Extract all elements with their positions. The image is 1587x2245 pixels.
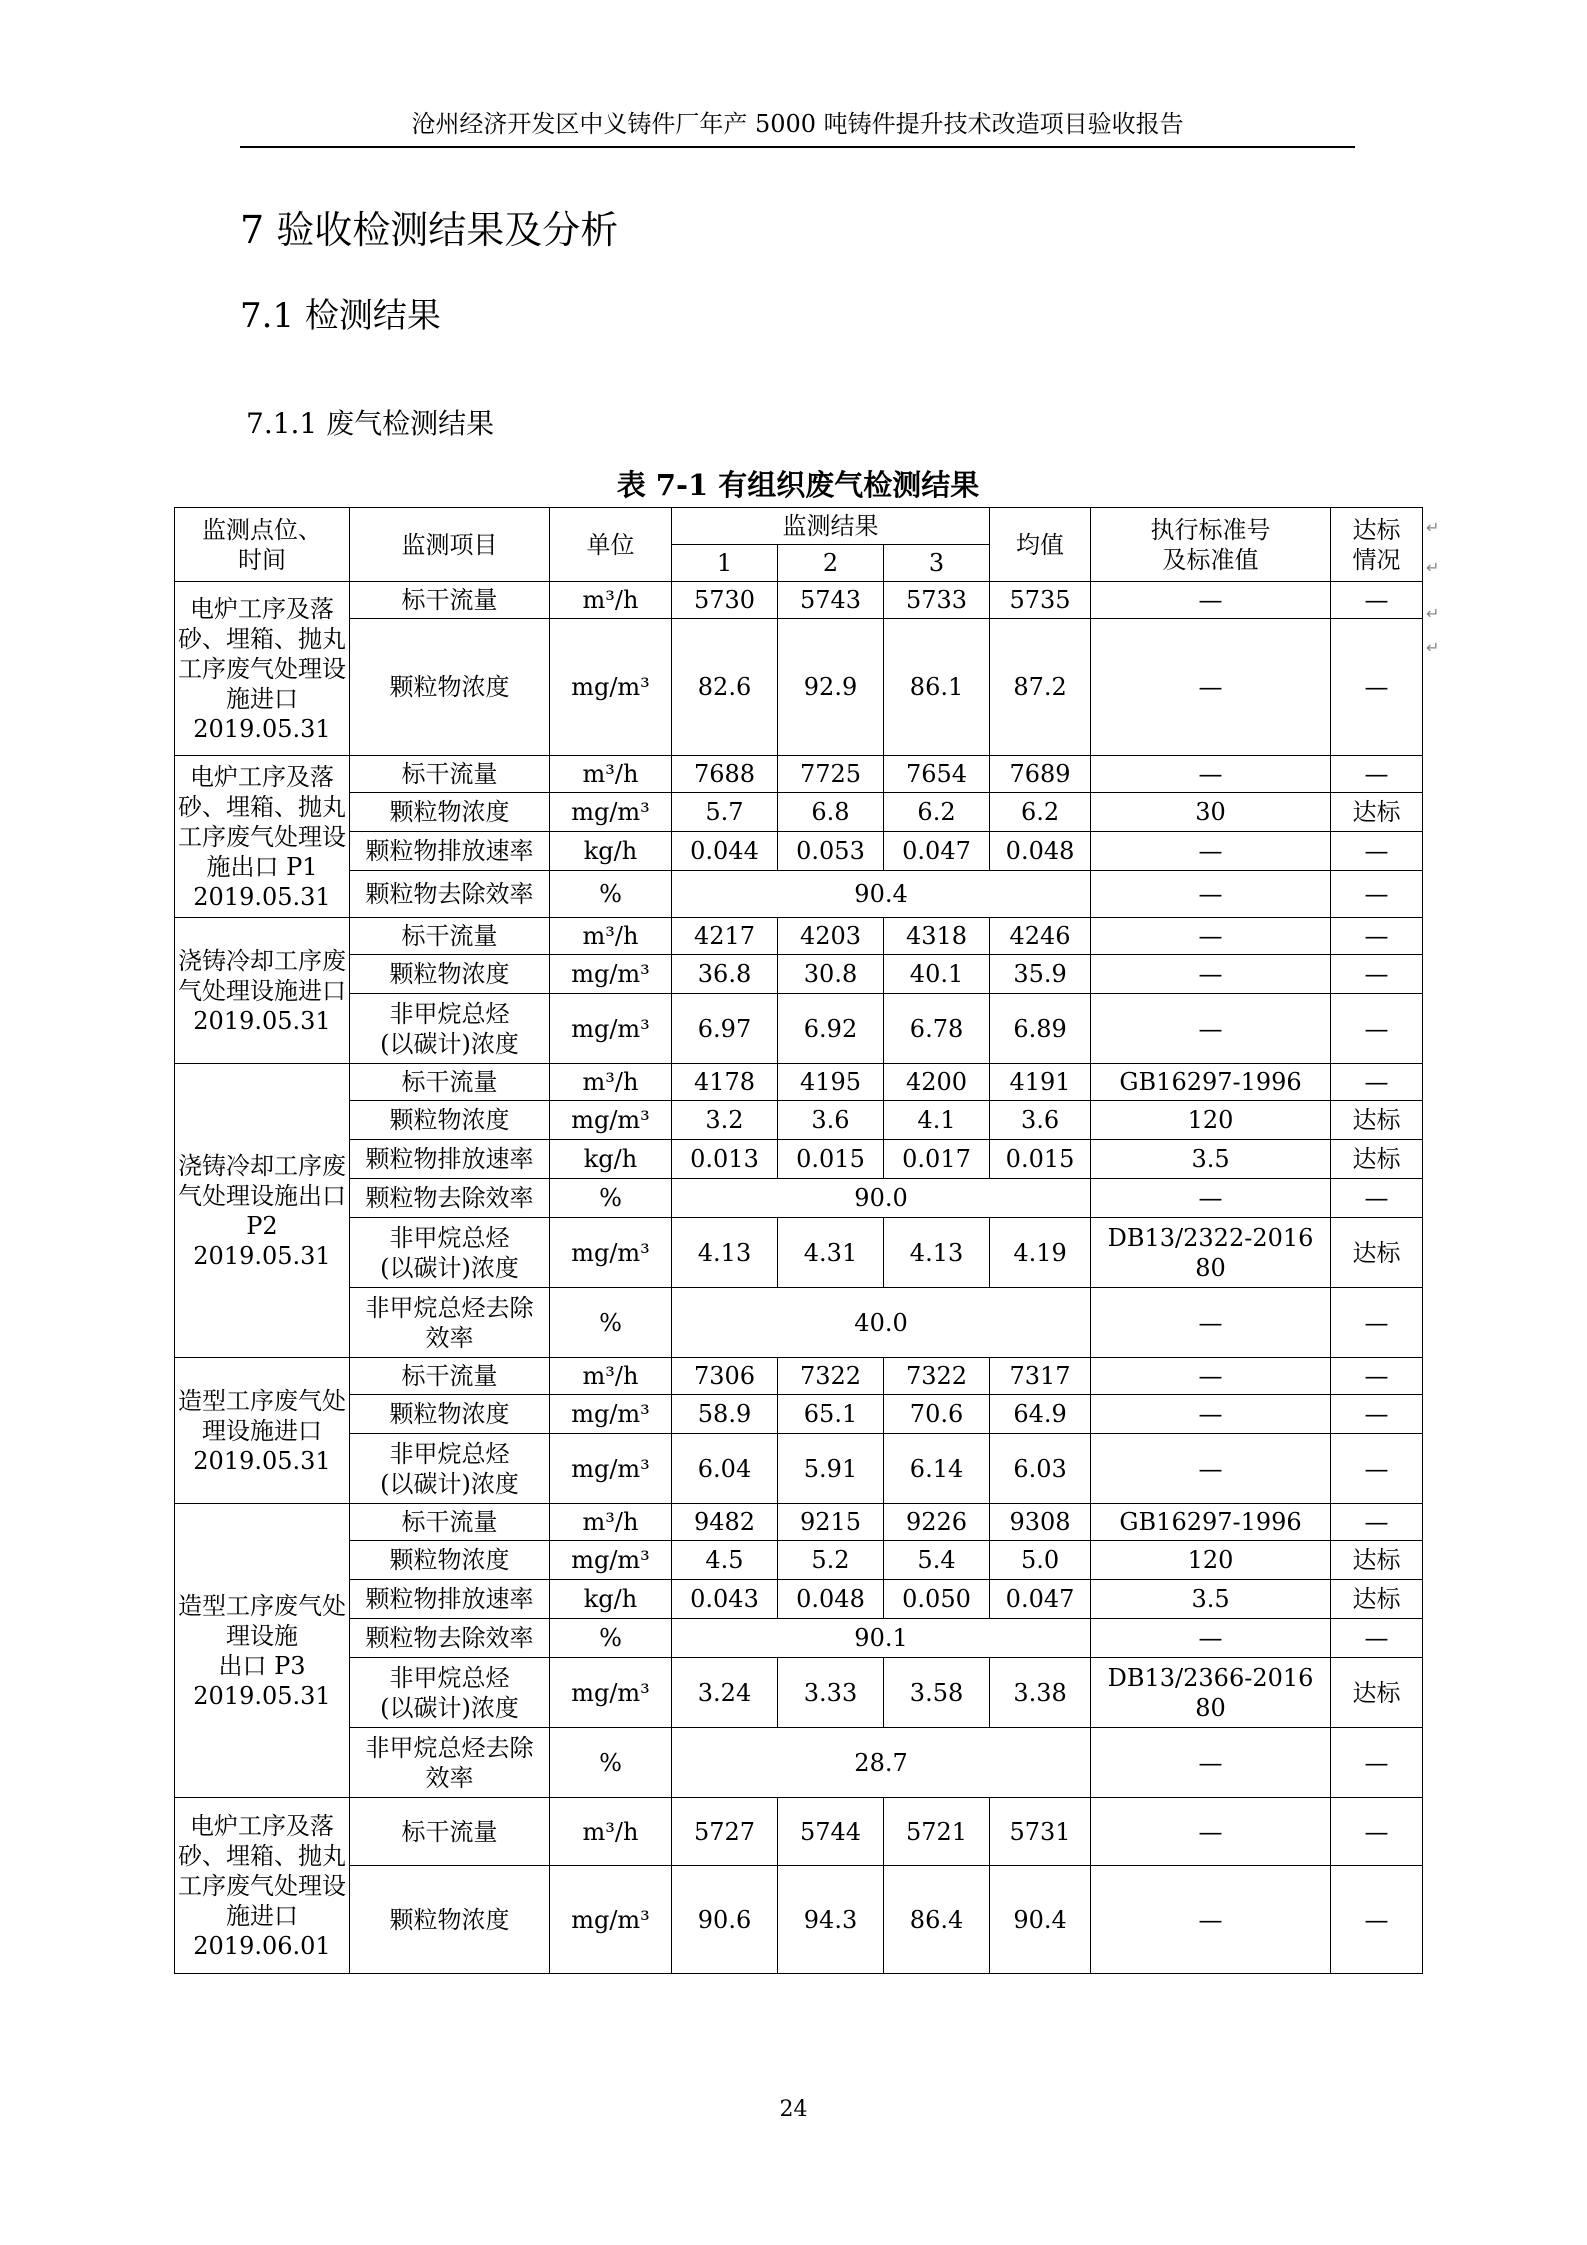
average-cell: 0.047 — [990, 1580, 1091, 1619]
item-cell: 颗粒物浓度 — [350, 1541, 550, 1580]
run-3-cell: 6.2 — [884, 793, 990, 832]
unit-cell: % — [550, 1619, 672, 1658]
page-number: 24 — [779, 2097, 808, 2122]
run-3-cell: 4200 — [884, 1064, 990, 1101]
average-cell: 6.2 — [990, 793, 1091, 832]
compliance-cell: — — [1331, 1728, 1423, 1798]
run-3-cell: 70.6 — [884, 1395, 990, 1434]
run-3-cell: 4.13 — [884, 1218, 990, 1288]
standard-cell: — — [1091, 619, 1331, 756]
table-row — [175, 1358, 1423, 1395]
average-cell: 5731 — [990, 1798, 1091, 1866]
unit-cell: kg/h — [550, 1140, 672, 1179]
unit-cell: m³/h — [550, 756, 672, 793]
average-cell: 4191 — [990, 1064, 1091, 1101]
item-cell: 标干流量 — [350, 1064, 550, 1101]
table-row — [175, 1504, 1423, 1541]
table-row — [175, 1395, 1423, 1434]
compliance-cell: — — [1331, 1288, 1423, 1358]
run-1-cell: 36.8 — [672, 955, 778, 994]
header-run-3: 3 — [884, 545, 990, 582]
header-unit: 单位 — [550, 508, 672, 582]
subsection-heading: 7.1.1 废气检测结果 — [246, 407, 495, 440]
unit-cell: m³/h — [550, 1504, 672, 1541]
average-cell: 7689 — [990, 756, 1091, 793]
efficiency-value-cell: 90.4 — [672, 871, 1091, 918]
compliance-cell: 达标 — [1331, 1580, 1423, 1619]
compliance-cell: — — [1331, 1798, 1423, 1866]
run-1-cell: 6.97 — [672, 994, 778, 1064]
unit-cell: mg/m³ — [550, 793, 672, 832]
compliance-cell: — — [1331, 871, 1423, 918]
average-cell: 0.048 — [990, 832, 1091, 871]
average-cell: 4246 — [990, 918, 1091, 955]
standard-cell: — — [1091, 871, 1331, 918]
run-2-cell: 6.8 — [778, 793, 884, 832]
run-2-cell: 0.015 — [778, 1140, 884, 1179]
run-1-cell: 0.044 — [672, 832, 778, 871]
unit-cell: % — [550, 1728, 672, 1798]
compliance-cell: — — [1331, 994, 1423, 1064]
unit-cell: mg/m³ — [550, 1658, 672, 1728]
run-3-cell: 5721 — [884, 1798, 990, 1866]
compliance-cell: — — [1331, 918, 1423, 955]
paragraph-mark-icon: ↵ — [1426, 638, 1440, 657]
average-cell: 5735 — [990, 582, 1091, 619]
monitoring-point-cell: 浇铸冷却工序废气处理设施进口 2019.05.31 — [175, 918, 350, 1064]
standard-cell: — — [1091, 1728, 1331, 1798]
compliance-cell: — — [1331, 1358, 1423, 1395]
average-cell: 6.89 — [990, 994, 1091, 1064]
run-3-cell: 86.4 — [884, 1866, 990, 1974]
table-row — [175, 582, 1423, 619]
run-2-cell: 5743 — [778, 582, 884, 619]
header-run-2: 2 — [778, 545, 884, 582]
unit-cell: % — [550, 1288, 672, 1358]
run-2-cell: 4203 — [778, 918, 884, 955]
standard-cell: — — [1091, 1395, 1331, 1434]
standard-cell: — — [1091, 1179, 1331, 1218]
monitoring-point-cell: 造型工序废气处理设施 出口 P3 2019.05.31 — [175, 1504, 350, 1798]
table-row — [175, 793, 1423, 832]
average-cell: 90.4 — [990, 1866, 1091, 1974]
section-heading: 7.1 检测结果 — [240, 296, 441, 336]
unit-cell: kg/h — [550, 1580, 672, 1619]
standard-cell: 3.5 — [1091, 1140, 1331, 1179]
item-cell: 颗粒物去除效率 — [350, 1179, 550, 1218]
run-2-cell: 94.3 — [778, 1866, 884, 1974]
standard-cell: — — [1091, 582, 1331, 619]
standard-cell: GB16297-1996 — [1091, 1064, 1331, 1101]
table-row — [175, 1140, 1423, 1179]
monitoring-point-cell: 造型工序废气处理设施进口 2019.05.31 — [175, 1358, 350, 1504]
table-row — [175, 994, 1423, 1064]
table-row — [175, 1658, 1423, 1728]
unit-cell: mg/m³ — [550, 1866, 672, 1974]
run-1-cell: 3.24 — [672, 1658, 778, 1728]
standard-cell: — — [1091, 1866, 1331, 1974]
item-cell: 标干流量 — [350, 1504, 550, 1541]
standard-cell: 120 — [1091, 1541, 1331, 1580]
item-cell: 非甲烷总烃 (以碳计)浓度 — [350, 1434, 550, 1504]
run-3-cell: 40.1 — [884, 955, 990, 994]
item-cell: 颗粒物浓度 — [350, 1395, 550, 1434]
table-row — [175, 1541, 1423, 1580]
table-row — [175, 1619, 1423, 1658]
standard-cell: — — [1091, 918, 1331, 955]
run-2-cell: 6.92 — [778, 994, 884, 1064]
standard-cell: — — [1091, 1434, 1331, 1504]
run-1-cell: 7688 — [672, 756, 778, 793]
compliance-cell: 达标 — [1331, 1140, 1423, 1179]
run-2-cell: 30.8 — [778, 955, 884, 994]
run-2-cell: 7322 — [778, 1358, 884, 1395]
unit-cell: kg/h — [550, 832, 672, 871]
item-cell: 非甲烷总烃 (以碳计)浓度 — [350, 1218, 550, 1288]
run-3-cell: 7322 — [884, 1358, 990, 1395]
compliance-cell: 达标 — [1331, 1218, 1423, 1288]
standard-cell: — — [1091, 994, 1331, 1064]
run-1-cell: 7306 — [672, 1358, 778, 1395]
monitoring-point-cell: 电炉工序及落砂、埋箱、抛丸工序废气处理设施出口 P1 2019.05.31 — [175, 756, 350, 918]
table-row — [175, 1434, 1423, 1504]
run-1-cell: 4.13 — [672, 1218, 778, 1288]
run-2-cell: 5744 — [778, 1798, 884, 1866]
table-row — [175, 1580, 1423, 1619]
item-cell: 标干流量 — [350, 756, 550, 793]
run-1-cell: 0.013 — [672, 1140, 778, 1179]
run-3-cell: 5733 — [884, 582, 990, 619]
standard-cell: — — [1091, 1358, 1331, 1395]
run-2-cell: 92.9 — [778, 619, 884, 756]
run-3-cell: 6.14 — [884, 1434, 990, 1504]
compliance-cell: 达标 — [1331, 1658, 1423, 1728]
run-1-cell: 58.9 — [672, 1395, 778, 1434]
compliance-cell: — — [1331, 1504, 1423, 1541]
unit-cell: mg/m³ — [550, 1218, 672, 1288]
standard-cell: — — [1091, 756, 1331, 793]
item-cell: 颗粒物排放速率 — [350, 832, 550, 871]
compliance-cell: — — [1331, 1866, 1423, 1974]
run-3-cell: 6.78 — [884, 994, 990, 1064]
run-2-cell: 5.91 — [778, 1434, 884, 1504]
run-1-cell: 3.2 — [672, 1101, 778, 1140]
header-point: 监测点位、 时间 — [175, 508, 350, 582]
standard-cell: — — [1091, 1619, 1331, 1658]
header-compliance: 达标 情况 — [1331, 508, 1423, 582]
run-3-cell: 4.1 — [884, 1101, 990, 1140]
average-cell: 7317 — [990, 1358, 1091, 1395]
item-cell: 标干流量 — [350, 1358, 550, 1395]
standard-cell: — — [1091, 1798, 1331, 1866]
header-rule — [240, 146, 1355, 148]
paragraph-mark-icon: ↵ — [1426, 558, 1440, 577]
efficiency-value-cell: 28.7 — [672, 1728, 1091, 1798]
compliance-cell: — — [1331, 955, 1423, 994]
run-3-cell: 0.047 — [884, 832, 990, 871]
compliance-cell: 达标 — [1331, 1541, 1423, 1580]
compliance-cell: — — [1331, 1434, 1423, 1504]
emission-results-table — [174, 507, 1423, 1974]
run-1-cell: 5730 — [672, 582, 778, 619]
standard-cell: DB13/2366-2016 80 — [1091, 1658, 1331, 1728]
run-3-cell: 0.017 — [884, 1140, 990, 1179]
compliance-cell: — — [1331, 1064, 1423, 1101]
item-cell: 标干流量 — [350, 918, 550, 955]
run-2-cell: 3.6 — [778, 1101, 884, 1140]
standard-cell: DB13/2322-2016 80 — [1091, 1218, 1331, 1288]
table-body — [175, 582, 1423, 1974]
run-2-cell: 4195 — [778, 1064, 884, 1101]
header-item: 监测项目 — [350, 508, 550, 582]
run-2-cell: 0.053 — [778, 832, 884, 871]
monitoring-point-cell: 浇铸冷却工序废气处理设施出口 P2 2019.05.31 — [175, 1064, 350, 1358]
monitoring-point-cell: 电炉工序及落砂、埋箱、抛丸工序废气处理设施进口 2019.05.31 — [175, 582, 350, 756]
run-1-cell: 82.6 — [672, 619, 778, 756]
table-row — [175, 1728, 1423, 1798]
unit-cell: m³/h — [550, 1358, 672, 1395]
average-cell: 35.9 — [990, 955, 1091, 994]
run-2-cell: 5.2 — [778, 1541, 884, 1580]
item-cell: 标干流量 — [350, 1798, 550, 1866]
item-cell: 颗粒物去除效率 — [350, 1619, 550, 1658]
item-cell: 颗粒物排放速率 — [350, 1140, 550, 1179]
monitoring-point-cell: 电炉工序及落砂、埋箱、抛丸工序废气处理设施进口 2019.06.01 — [175, 1798, 350, 1974]
run-1-cell: 6.04 — [672, 1434, 778, 1504]
run-1-cell: 5.7 — [672, 793, 778, 832]
item-cell: 颗粒物浓度 — [350, 1866, 550, 1974]
item-cell: 颗粒物去除效率 — [350, 871, 550, 918]
item-cell: 非甲烷总烃去除 效率 — [350, 1288, 550, 1358]
table-header — [175, 508, 1423, 582]
efficiency-value-cell: 90.0 — [672, 1179, 1091, 1218]
average-cell: 3.38 — [990, 1658, 1091, 1728]
item-cell: 颗粒物排放速率 — [350, 1580, 550, 1619]
average-cell: 4.19 — [990, 1218, 1091, 1288]
run-3-cell: 0.050 — [884, 1580, 990, 1619]
average-cell: 6.03 — [990, 1434, 1091, 1504]
table-row — [175, 619, 1423, 756]
unit-cell: m³/h — [550, 1798, 672, 1866]
standard-cell: — — [1091, 955, 1331, 994]
standard-cell: 3.5 — [1091, 1580, 1331, 1619]
run-1-cell: 9482 — [672, 1504, 778, 1541]
compliance-cell: — — [1331, 582, 1423, 619]
run-3-cell: 86.1 — [884, 619, 990, 756]
paragraph-mark-icon: ↵ — [1426, 518, 1440, 537]
unit-cell: % — [550, 871, 672, 918]
item-cell: 非甲烷总烃 (以碳计)浓度 — [350, 1658, 550, 1728]
run-3-cell: 9226 — [884, 1504, 990, 1541]
standard-cell: — — [1091, 1288, 1331, 1358]
standard-cell: 30 — [1091, 793, 1331, 832]
run-3-cell: 3.58 — [884, 1658, 990, 1728]
run-1-cell: 4217 — [672, 918, 778, 955]
table-row — [175, 955, 1423, 994]
table-row — [175, 1288, 1423, 1358]
run-2-cell: 7725 — [778, 756, 884, 793]
run-2-cell: 0.048 — [778, 1580, 884, 1619]
average-cell: 87.2 — [990, 619, 1091, 756]
average-cell: 9308 — [990, 1504, 1091, 1541]
unit-cell: m³/h — [550, 1064, 672, 1101]
unit-cell: m³/h — [550, 582, 672, 619]
compliance-cell: — — [1331, 1619, 1423, 1658]
unit-cell: mg/m³ — [550, 1541, 672, 1580]
item-cell: 标干流量 — [350, 582, 550, 619]
run-2-cell: 4.31 — [778, 1218, 884, 1288]
run-2-cell: 3.33 — [778, 1658, 884, 1728]
unit-cell: % — [550, 1179, 672, 1218]
average-cell: 64.9 — [990, 1395, 1091, 1434]
compliance-cell: — — [1331, 619, 1423, 756]
average-cell: 3.6 — [990, 1101, 1091, 1140]
run-3-cell: 4318 — [884, 918, 990, 955]
compliance-cell: — — [1331, 832, 1423, 871]
table-row — [175, 1866, 1423, 1974]
item-cell: 颗粒物浓度 — [350, 1101, 550, 1140]
header-standard: 执行标准号 及标准值 — [1091, 508, 1331, 582]
run-1-cell: 5727 — [672, 1798, 778, 1866]
table-row — [175, 1101, 1423, 1140]
unit-cell: mg/m³ — [550, 619, 672, 756]
run-1-cell: 4178 — [672, 1064, 778, 1101]
average-cell: 0.015 — [990, 1140, 1091, 1179]
paragraph-mark-icon: ↵ — [1426, 604, 1440, 623]
unit-cell: mg/m³ — [550, 955, 672, 994]
run-2-cell: 9215 — [778, 1504, 884, 1541]
unit-cell: mg/m³ — [550, 994, 672, 1064]
compliance-cell: — — [1331, 1179, 1423, 1218]
item-cell: 颗粒物浓度 — [350, 793, 550, 832]
unit-cell: mg/m³ — [550, 1395, 672, 1434]
average-cell: 5.0 — [990, 1541, 1091, 1580]
unit-cell: mg/m³ — [550, 1434, 672, 1504]
standard-cell: 120 — [1091, 1101, 1331, 1140]
standard-cell: GB16297-1996 — [1091, 1504, 1331, 1541]
table-row — [175, 918, 1423, 955]
run-3-cell: 5.4 — [884, 1541, 990, 1580]
table-row — [175, 1064, 1423, 1101]
run-1-cell: 4.5 — [672, 1541, 778, 1580]
run-2-cell: 65.1 — [778, 1395, 884, 1434]
table-title: 表 7-1 有组织废气检测结果 — [616, 468, 980, 502]
header-result: 监测结果 — [672, 508, 990, 545]
table-row — [175, 756, 1423, 793]
table-row — [175, 832, 1423, 871]
compliance-cell: — — [1331, 756, 1423, 793]
unit-cell: mg/m³ — [550, 1101, 672, 1140]
efficiency-value-cell: 40.0 — [672, 1288, 1091, 1358]
item-cell: 非甲烷总烃 (以碳计)浓度 — [350, 994, 550, 1064]
unit-cell: m³/h — [550, 918, 672, 955]
run-1-cell: 90.6 — [672, 1866, 778, 1974]
run-3-cell: 7654 — [884, 756, 990, 793]
chapter-heading: 7 验收检测结果及分析 — [240, 208, 619, 252]
header-average: 均值 — [990, 508, 1091, 582]
table-row — [175, 1179, 1423, 1218]
efficiency-value-cell: 90.1 — [672, 1619, 1091, 1658]
compliance-cell: 达标 — [1331, 793, 1423, 832]
table-row — [175, 871, 1423, 918]
table-row — [175, 1218, 1423, 1288]
running-header: 沧州经济开发区中义铸件厂年产 5000 吨铸件提升技术改造项目验收报告 — [411, 110, 1184, 138]
table-row — [175, 1798, 1423, 1866]
item-cell: 颗粒物浓度 — [350, 955, 550, 994]
compliance-cell: 达标 — [1331, 1101, 1423, 1140]
header-run-1: 1 — [672, 545, 778, 582]
item-cell: 颗粒物浓度 — [350, 619, 550, 756]
compliance-cell: — — [1331, 1395, 1423, 1434]
standard-cell: — — [1091, 832, 1331, 871]
item-cell: 非甲烷总烃去除 效率 — [350, 1728, 550, 1798]
run-1-cell: 0.043 — [672, 1580, 778, 1619]
